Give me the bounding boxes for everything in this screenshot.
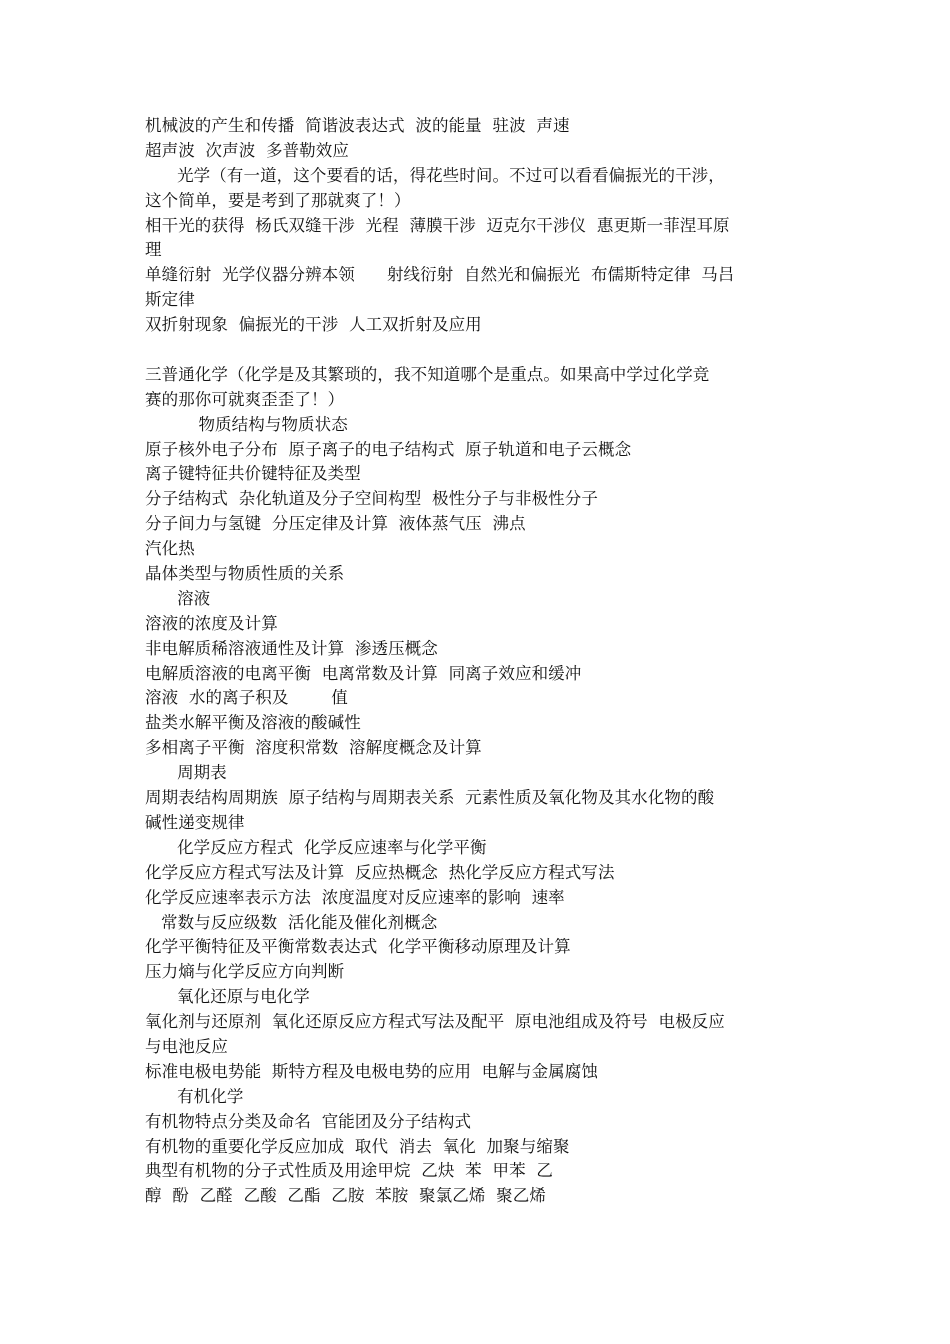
text-line: 氧化剂与还原剂 氧化还原反应方程式写法及配平 原电池组成及符号 电极反应 <box>145 1012 725 1032</box>
text-line: 分子间力与氢键 分压定律及计算 液体蒸气压 沸点 <box>145 514 526 534</box>
text-line: 有机物特点分类及命名 官能团及分子结构式 <box>145 1111 472 1131</box>
text-line: 溶液 水的离子积及 值 <box>145 688 348 708</box>
text-line: 分子结构式 杂化轨道及分子空间构型 极性分子与非极性分子 <box>145 489 598 509</box>
text-line: 与电池反应 <box>145 1036 228 1056</box>
text-line: 斯定律 <box>145 290 195 310</box>
text-line: 汽化热 <box>145 539 195 559</box>
text-line: 盐类水解平衡及溶液的酸碱性 <box>145 713 361 733</box>
text-line: 化学反应速率表示方法 浓度温度对反应速率的影响 速率 <box>145 887 565 907</box>
text-line: 非电解质稀溶液通性及计算 渗透压概念 <box>145 638 438 658</box>
text-line: 碱性递变规律 <box>145 812 245 832</box>
text-line: 离子键特征共价键特征及类型 <box>145 464 361 484</box>
text-line: 晶体类型与物质性质的关系 <box>145 564 345 584</box>
text-line: 周期表 <box>145 763 227 783</box>
text-line: 周期表结构周期族 原子结构与周期表关系 元素性质及氧化物及其水化物的酸 <box>145 788 715 808</box>
text-line: 电解质溶液的电离平衡 电离常数及计算 同离子效应和缓冲 <box>145 663 582 683</box>
text-line: 赛的那你可就爽歪歪了！） <box>145 389 345 409</box>
text-line: 相干光的获得 杨氏双缝干涉 光程 薄膜干涉 迈克尔干涉仪 惠更斯一菲涅耳原 <box>145 215 730 235</box>
text-line: 有机物的重要化学反应加成 取代 消去 氧化 加聚与缩聚 <box>145 1136 570 1156</box>
text-line: 化学平衡特征及平衡常数表达式 化学平衡移动原理及计算 <box>145 937 571 957</box>
text-line: 光学（有一道，这个要看的话，得花些时间。不过可以看看偏振光的干涉， <box>145 165 725 185</box>
text-line: 醇 酚 乙醛 乙酸 乙酯 乙胺 苯胺 聚氯乙烯 聚乙烯 <box>145 1186 546 1206</box>
text-line: 化学反应方程式写法及计算 反应热概念 热化学反应方程式写法 <box>145 862 615 882</box>
document-text-block <box>145 114 810 1209</box>
text-line: 压力熵与化学反应方向判断 <box>145 962 345 982</box>
text-line: 氧化还原与电化学 <box>145 987 310 1007</box>
text-line: 常数与反应级数 活化能及催化剂概念 <box>145 912 438 932</box>
text-line: 溶液的浓度及计算 <box>145 613 278 633</box>
text-line: 单缝衍射 光学仪器分辨本领 射线衍射 自然光和偏振光 布儒斯特定律 马吕 <box>145 265 735 285</box>
text-line: 机械波的产生和传播 简谐波表达式 波的能量 驻波 声速 <box>145 116 570 135</box>
text-line: 理 <box>145 240 162 260</box>
text-line: 超声波 次声波 多普勒效应 <box>145 140 349 160</box>
text-line: 有机化学 <box>145 1086 244 1106</box>
text-line: 溶液 <box>145 588 211 608</box>
text-line: 物质结构与物质状态 <box>145 414 348 434</box>
text-line: 三普通化学（化学是及其繁琐的，我不知道哪个是重点。如果高中学过化学竞 <box>145 364 710 384</box>
text-line: 双折射现象 偏振光的干涉 人工双折射及应用 <box>145 315 482 335</box>
text-line: 多相离子平衡 溶度积常数 溶解度概念及计算 <box>145 738 482 758</box>
text-line: 这个简单，要是考到了那就爽了！） <box>145 190 411 210</box>
text-line: 典型有机物的分子式性质及用途甲烷 乙炔 苯 甲苯 乙 <box>145 1161 553 1181</box>
text-line: 原子核外电子分布 原子离子的电子结构式 原子轨道和电子云概念 <box>145 439 632 459</box>
text-line: 化学反应方程式 化学反应速率与化学平衡 <box>145 837 487 857</box>
text-line: 标准电极电势能 斯特方程及电极电势的应用 电解与金属腐蚀 <box>145 1061 598 1081</box>
text-line <box>145 338 810 363</box>
